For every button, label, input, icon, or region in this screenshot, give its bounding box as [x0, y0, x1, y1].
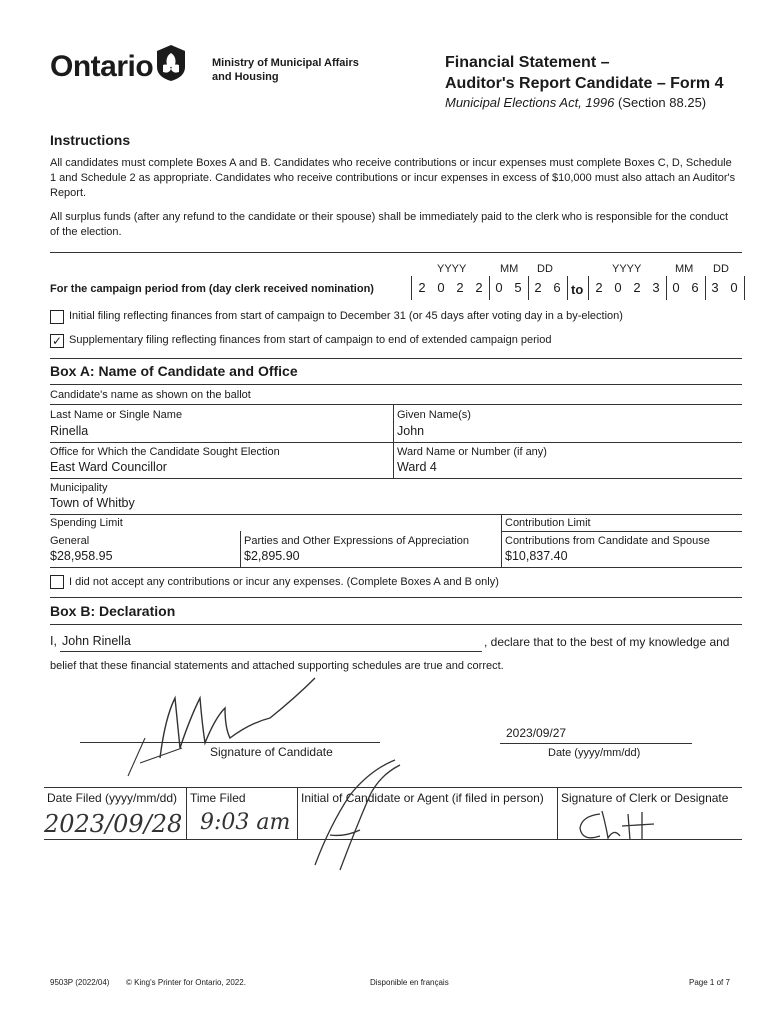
to-dd-label: DD	[713, 263, 729, 275]
supplementary-filing-checkbox[interactable]: ✓	[51, 334, 63, 348]
act-section: (Section 88.25)	[617, 95, 707, 110]
divider	[50, 252, 742, 253]
form-title	[445, 52, 724, 94]
contrib-spouse-value[interactable]: $10,837.40	[505, 549, 568, 563]
copyright: © King's Printer for Ontario, 2022.	[126, 978, 246, 987]
declare-suffix: , declare that to the best of my knowledge and	[484, 635, 730, 649]
to-digit[interactable]: 6	[691, 280, 699, 295]
parties-value[interactable]: $2,895.90	[244, 549, 300, 563]
box-b-heading: Box B: Declaration	[50, 603, 176, 619]
from-digit[interactable]: 5	[514, 280, 522, 295]
ward-label: Ward Name or Number (if any)	[397, 446, 547, 458]
ballot-name-note: Candidate's name as shown on the ballot	[50, 389, 251, 401]
from-dd-label: DD	[537, 263, 553, 275]
ministry-line-1: Ministry of Municipal Affairs	[212, 57, 359, 69]
to-digit[interactable]: 2	[595, 280, 603, 295]
to-digit[interactable]: 3	[652, 280, 660, 295]
instructions-heading: Instructions	[50, 132, 131, 148]
agent-initial-icon	[300, 755, 410, 875]
general-label: General	[50, 535, 90, 547]
date-signed-value[interactable]: 2023/09/27	[506, 726, 567, 740]
form-title-line-1: Financial Statement –	[445, 54, 610, 71]
last-name-value[interactable]: Rinella	[50, 424, 89, 438]
contrib-spouse-label: Contributions from Candidate and Spouse	[505, 535, 710, 547]
to-digit[interactable]: 2	[633, 280, 641, 295]
from-digit[interactable]: 2	[418, 280, 426, 295]
office-value[interactable]: East Ward Councillor	[50, 460, 167, 474]
declarant-name[interactable]: John Rinella	[62, 634, 131, 648]
from-yyyy-label: YYYY	[437, 263, 467, 275]
ministry-line-2: and Housing	[212, 71, 279, 83]
from-digit[interactable]: 6	[553, 280, 561, 295]
given-name-value[interactable]: John	[397, 424, 425, 438]
to-digit[interactable]: 3	[711, 280, 719, 295]
initial-label: Initial of Candidate or Agent (if filed in person)	[301, 791, 544, 805]
french-availability: Disponible en français	[370, 978, 449, 987]
page-number: Page 1 of 7	[689, 978, 730, 987]
contribution-limit-label: Contribution Limit	[505, 517, 591, 529]
municipality-label: Municipality	[50, 482, 108, 494]
from-digit[interactable]: 2	[475, 280, 483, 295]
spending-limit-label: Spending Limit	[50, 517, 123, 529]
ministry-name	[212, 56, 412, 84]
from-digit[interactable]: 0	[495, 280, 503, 295]
from-digit[interactable]: 2	[534, 280, 542, 295]
from-digit[interactable]: 2	[456, 280, 464, 295]
time-filed-label: Time Filed	[190, 791, 246, 805]
from-digit[interactable]: 0	[437, 280, 445, 295]
date-signed-label: Date (yyyy/mm/dd)	[548, 747, 641, 759]
general-value[interactable]: $28,958.95	[50, 549, 113, 563]
to-yyyy-label: YYYY	[612, 263, 642, 275]
to-label: to	[571, 282, 584, 297]
from-mm-label: MM	[500, 263, 519, 275]
date-filed-value[interactable]: 2023/09/28	[44, 810, 183, 838]
declare-prefix: I,	[50, 634, 57, 648]
signature-label: Signature of Candidate	[210, 745, 333, 759]
campaign-period-label: For the campaign period from (day clerk received nomination)	[50, 283, 374, 295]
office-label: Office for Which the Candidate Sought Election	[50, 446, 280, 458]
date-filed-label: Date Filed (yyyy/mm/dd)	[47, 791, 178, 805]
initial-filing-checkbox[interactable]	[50, 310, 64, 324]
instructions-paragraph-1: All candidates must complete Boxes A and B. Candidates who receive contributions or incur expenses must complete Boxes C, D, Schedule 1 and Schedule 2 as appropriate. Candidates who receive contributions or incur expenses in excess of $10,000 must also attach an Auditor's Report.	[50, 157, 736, 199]
act-name: Municipal Elections Act, 1996	[445, 95, 615, 110]
act-reference	[445, 95, 706, 110]
to-digit[interactable]: 0	[614, 280, 622, 295]
time-filed-value[interactable]: 9:03 am	[200, 810, 291, 835]
clerk-signature-icon	[572, 806, 662, 846]
no-contributions-label: I did not accept any contributions or incur any expenses. (Complete Boxes A and B only)	[69, 576, 499, 588]
to-mm-label: MM	[675, 263, 694, 275]
ontario-logo-text: Ontario	[50, 50, 154, 83]
form-title-line-2: Auditor's Report Candidate – Form 4	[445, 75, 724, 92]
trillium-logo-icon	[153, 43, 189, 83]
declare-line-2: belief that these financial statements and attached supporting schedules are true and correct.	[50, 660, 504, 672]
municipality-value[interactable]: Town of Whitby	[50, 496, 135, 510]
no-contributions-checkbox[interactable]	[50, 575, 64, 589]
ward-value[interactable]: Ward 4	[397, 460, 437, 474]
clerk-signature-label: Signature of Clerk or Designate	[561, 791, 729, 805]
form-code: 9503P (2022/04)	[50, 978, 110, 987]
parties-label: Parties and Other Expressions of Appreciation	[244, 535, 470, 547]
given-name-label: Given Name(s)	[397, 409, 471, 421]
supplementary-filing-label: Supplementary filing reflecting finances from start of campaign to end of extended campaign period	[69, 334, 552, 346]
to-digit[interactable]: 0	[672, 280, 680, 295]
instructions-paragraph-2: All surplus funds (after any refund to the candidate or their spouse) shall be immediately paid to the clerk who is responsible for the conduct of the election.	[50, 211, 729, 238]
box-a-heading: Box A: Name of Candidate and Office	[50, 363, 298, 379]
to-digit[interactable]: 0	[730, 280, 738, 295]
initial-filing-label: Initial filing reflecting finances from start of campaign to December 31 (or 45 days after voting day in a by-election)	[69, 310, 623, 322]
last-name-label: Last Name or Single Name	[50, 409, 183, 421]
